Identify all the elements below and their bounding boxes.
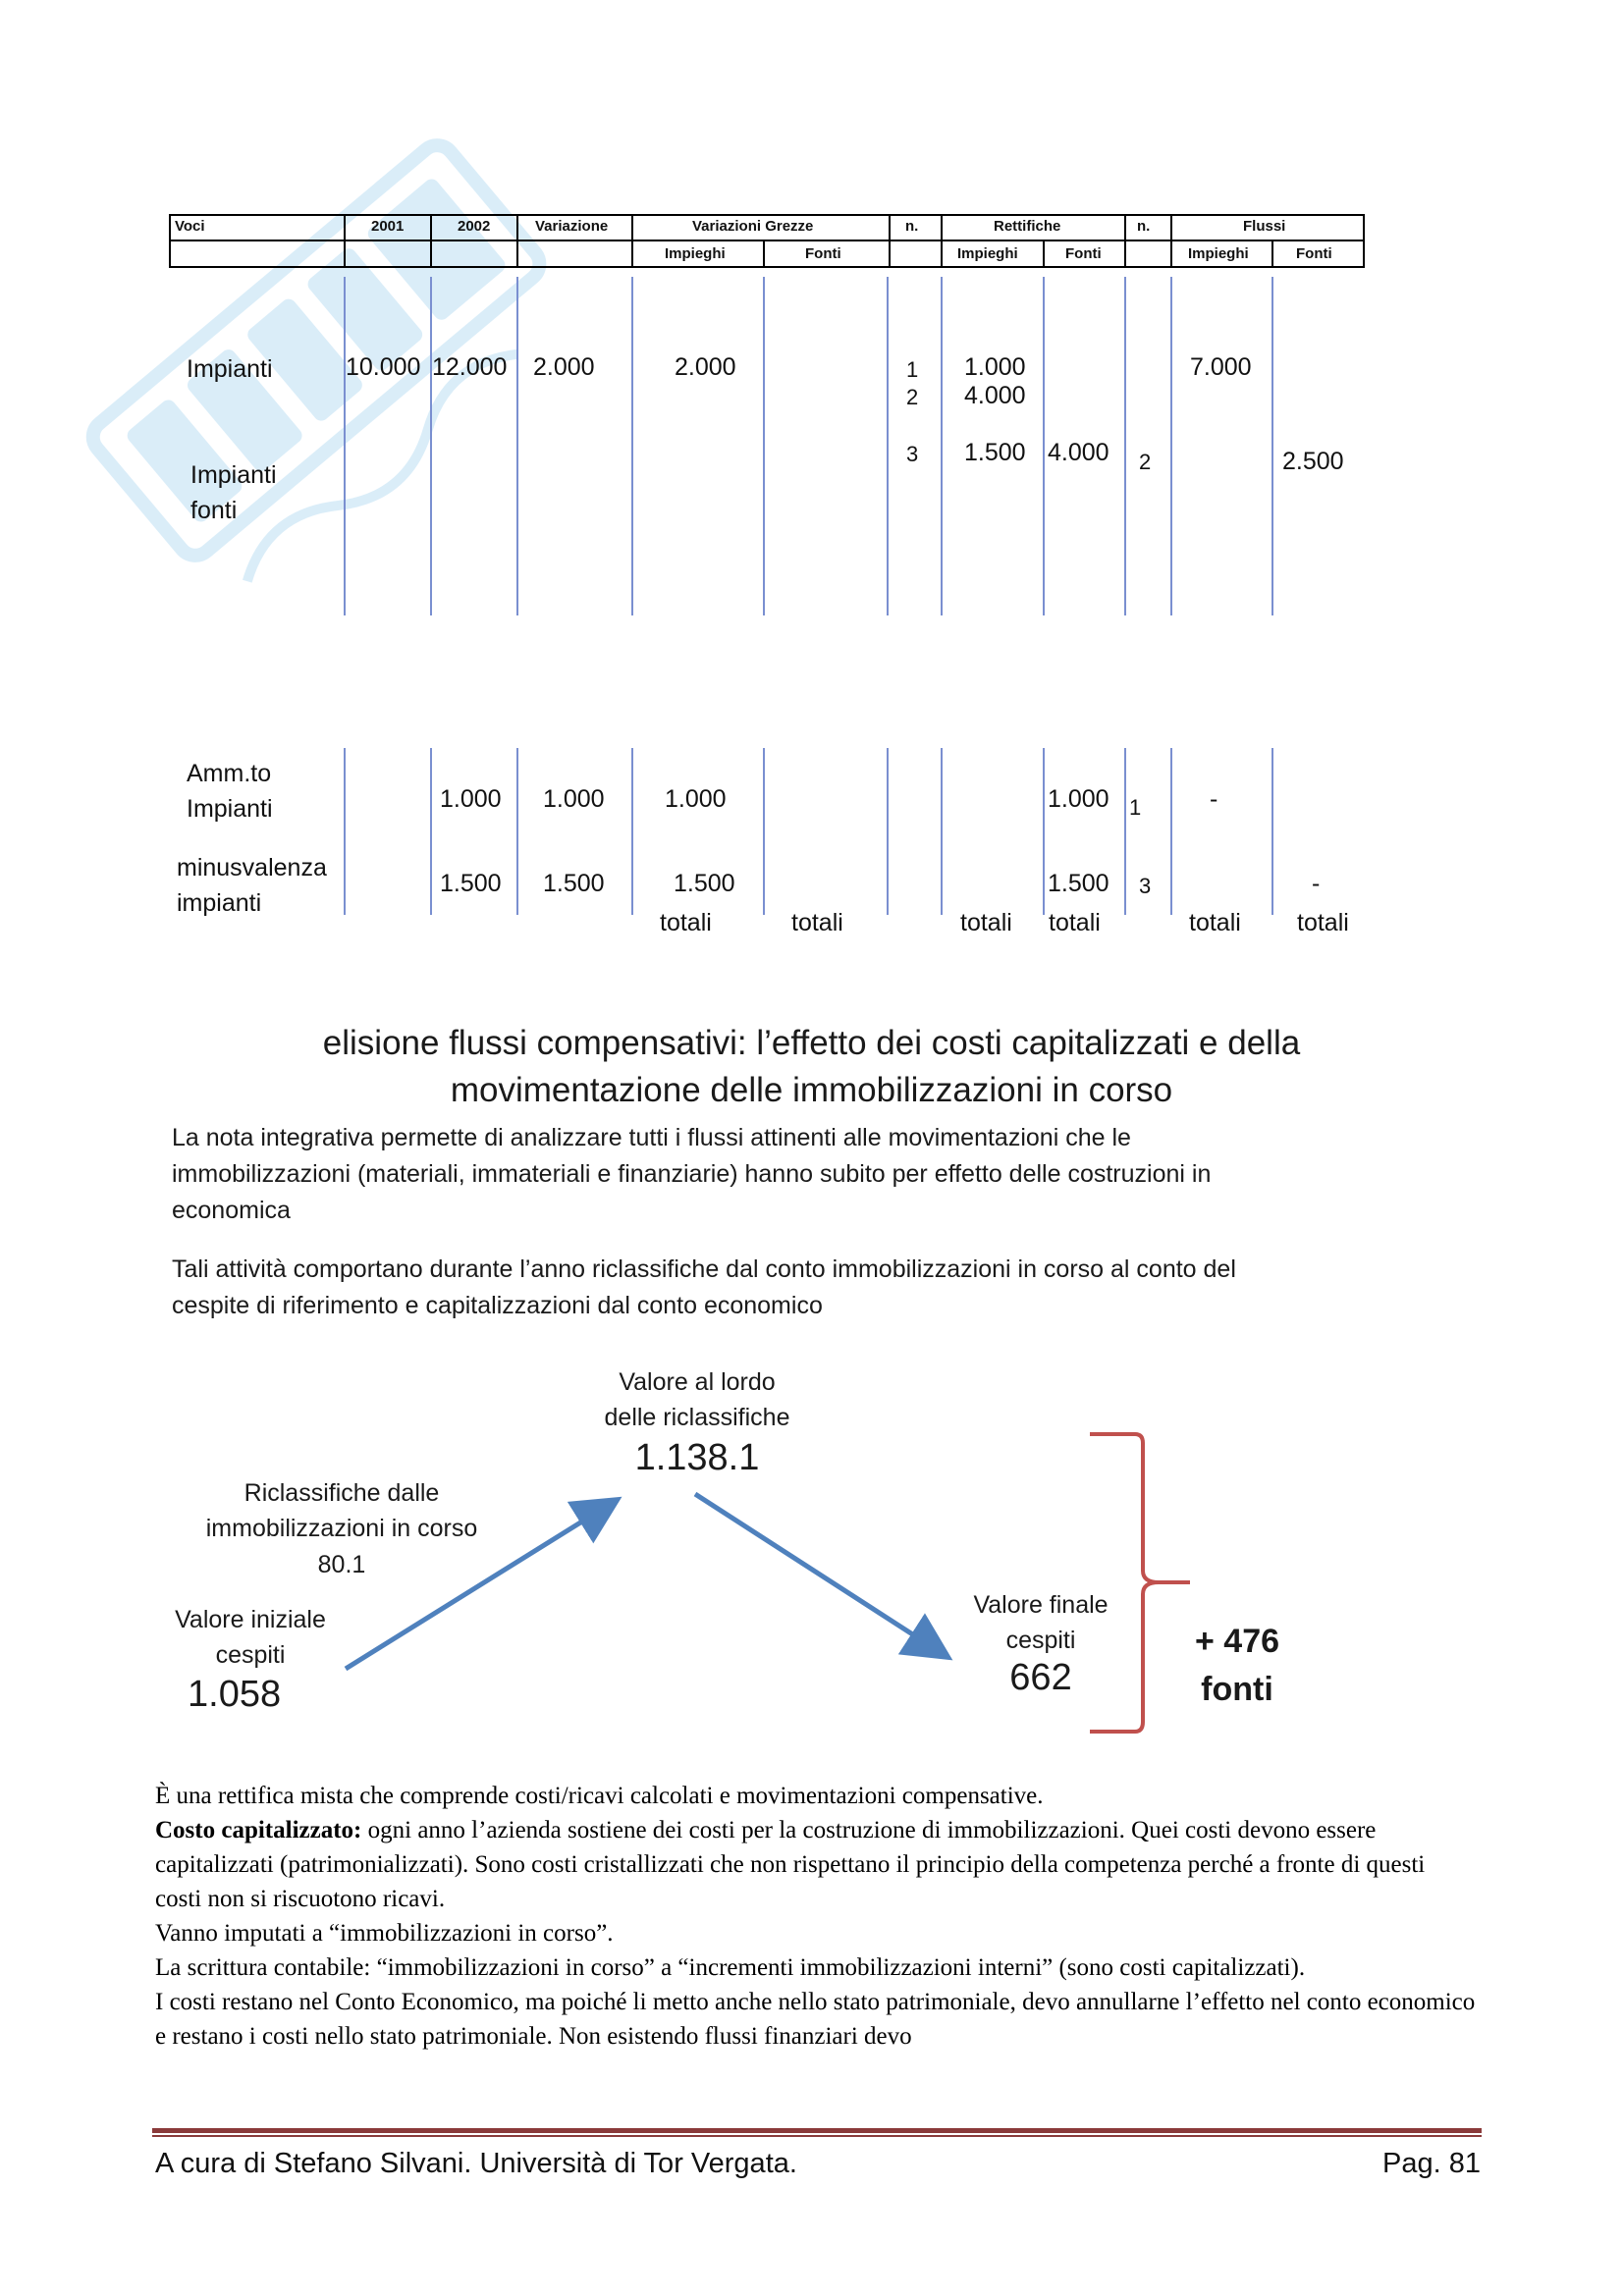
cell-impianti-vg-impieghi: 2.000 [675, 353, 736, 381]
cell-impianti-variazione: 2.000 [533, 353, 595, 381]
footer-rule-thick [152, 2128, 1482, 2133]
cell-amm-vg: 1.000 [665, 785, 727, 813]
riclassifiche-label [175, 1475, 509, 1582]
cell-rett-impieghi-2: 4.000 [964, 382, 1026, 409]
cell-impianti-2001: 10.000 [346, 353, 421, 381]
cell-minus-vg: 1.500 [674, 870, 735, 897]
slide-title-line1: elisione flussi compensativi: l’effetto dei costi capitalizzati e della [322, 1024, 1301, 1062]
cell-n-2: 2 [906, 385, 919, 409]
body-paragraph-2-term: Costo capitalizzato: [155, 1817, 362, 1843]
cell-impianti-2002: 12.000 [432, 353, 508, 381]
header-impieghi-flussi: Impieghi [1188, 245, 1249, 262]
risultato-fonti [1173, 1618, 1301, 1715]
row-label-impianti-fonti: Impianti fonti [190, 461, 277, 525]
valore-finale-value: 662 [1009, 1656, 1072, 1698]
header-2002: 2002 [458, 218, 491, 235]
valore-finale-line2: cespiti [1005, 1627, 1076, 1655]
body-paragraph-4: La scrittura contabile: “immobilizzazioni in corso” a “incrementi immobilizzazioni interni” (sono costi capitalizzati). [155, 1954, 1306, 1981]
body-paragraph-2-text: ogni anno l’azienda sostiene dei costi per la costruzione di immobilizzazioni. Quei costi devono essere capitalizzati (patrimonializzati). Sono costi cristallizzati che non rispettano il principio della competenza perché a fronte di questi costi non si riscuotono ricavi. [155, 1817, 1426, 1912]
cell-amm-2002: 1.000 [440, 785, 502, 813]
totali-rett-impieghi: totali [960, 909, 1012, 936]
risultato-value: + 476 [1194, 1623, 1280, 1660]
header-impieghi-vg: Impieghi [665, 245, 726, 262]
footer-page-number: Pag. 81 [1382, 2148, 1481, 2179]
body-paragraph-2 [155, 1813, 1476, 1916]
slide-paragraph-1: La nota integrativa permette di analizzare tutti i flussi attinenti alle movimentazioni che le immobilizzazioni (materiali, immateriali e finanziarie) hanno subito per effetto delle costruzioni in economica [172, 1124, 1212, 1224]
row-label-impianti: Impianti [187, 355, 273, 383]
slide-paragraph-2: Tali attività comportano durante l’anno riclassifiche dal conto immobilizzazioni in corso al conto del cespite di riferimento e capitalizzazioni dal conto economico [172, 1255, 1236, 1319]
valore-iniziale [152, 1602, 349, 1716]
totali-flussi-fonti: totali [1297, 909, 1349, 936]
valore-iniziale-line1: Valore iniziale [175, 1606, 326, 1633]
cell-minus-rett-fonti: 1.500 [1048, 870, 1109, 897]
totali-rett-fonti: totali [1049, 909, 1101, 936]
lordo-label [550, 1364, 844, 1480]
cell-rett-impieghi-3: 1.500 [964, 439, 1026, 466]
lordo-value: 1.138.1 [634, 1436, 760, 1478]
header-voci: Voci [175, 218, 205, 235]
lordo-label-line1: Valore al lordo [619, 1368, 776, 1396]
cell-minus-flussi-fonti: - [1312, 870, 1321, 897]
cell-minus-n: 3 [1139, 874, 1152, 898]
valore-finale-line1: Valore finale [973, 1591, 1109, 1619]
riclassifiche-line2: immobilizzazioni in corso [205, 1515, 478, 1543]
header-fonti-vg: Fonti [805, 245, 841, 262]
header-fonti-flussi: Fonti [1296, 245, 1332, 262]
valore-iniziale-line2: cespiti [215, 1641, 286, 1670]
header-impieghi-rett: Impieghi [957, 245, 1018, 262]
header-2001: 2001 [371, 218, 405, 235]
body-paragraph-5: I costi restano nel Conto Economico, ma poiché li metto anche nello stato patrimoniale, devo annullarne l’effetto nel conto economico e restano i costi nello stato patrimoniale. Non esistendo flussi finanziari devo [155, 1989, 1476, 2050]
body-text [155, 1779, 1476, 2054]
riclassifiche-value: 80.1 [317, 1550, 366, 1578]
valore-iniziale-value: 1.058 [188, 1673, 282, 1715]
totali-flussi-impieghi: totali [1189, 909, 1241, 936]
cell-minus-2002: 1.500 [440, 870, 502, 897]
cell-n-3: 3 [906, 442, 919, 466]
row-label-ammortamento: Amm.to Impianti [187, 760, 273, 824]
cell-n2-2: 2 [1139, 450, 1152, 474]
cell-rett-impieghi-1: 1.000 [964, 353, 1026, 381]
totali-vg-impieghi: totali [660, 909, 712, 936]
footer-rule-thin [152, 2135, 1482, 2137]
header-rettifiche: Rettifiche [994, 218, 1061, 235]
cell-amm-rett-fonti: 1.000 [1048, 785, 1109, 813]
cell-flussi-fonti: 2.500 [1282, 448, 1344, 475]
row-label-minusvalenza: minusvalenza impianti [177, 854, 327, 918]
body-paragraph-3: Vanno imputati a “immobilizzazioni in corso”. [155, 1920, 614, 1947]
lordo-label-line2: delle riclassifiche [604, 1404, 790, 1432]
cell-amm-n: 1 [1129, 795, 1142, 820]
totali-vg-fonti: totali [791, 909, 843, 936]
slide-title-line2: movimentazione delle immobilizzazioni in corso [450, 1071, 1173, 1109]
body-paragraph-1: È una rettifica mista che comprende costi/ricavi calcolati e movimentazioni compensative. [155, 1783, 1044, 1809]
cell-amm-variazione: 1.000 [543, 785, 605, 813]
footer-author: A cura di Stefano Silvani. Università di Tor Vergata. [155, 2148, 797, 2179]
cell-minus-variazione: 1.500 [543, 870, 605, 897]
header-n-2: n. [1137, 218, 1151, 235]
cell-n-1: 1 [906, 357, 919, 382]
valore-finale [943, 1587, 1139, 1697]
risultato-label: fonti [1201, 1671, 1273, 1709]
cell-rett-fonti-3: 4.000 [1048, 439, 1109, 466]
header-n: n. [905, 218, 919, 235]
header-variazioni-grezze: Variazioni Grezze [692, 218, 814, 235]
riclassifiche-line1: Riclassifiche dalle [243, 1479, 440, 1507]
cell-amm-flussi: - [1210, 785, 1218, 813]
header-flussi: Flussi [1243, 218, 1286, 235]
cell-flussi-impieghi: 7.000 [1190, 353, 1252, 381]
header-fonti-rett: Fonti [1065, 245, 1102, 262]
header-variazione: Variazione [535, 218, 609, 235]
